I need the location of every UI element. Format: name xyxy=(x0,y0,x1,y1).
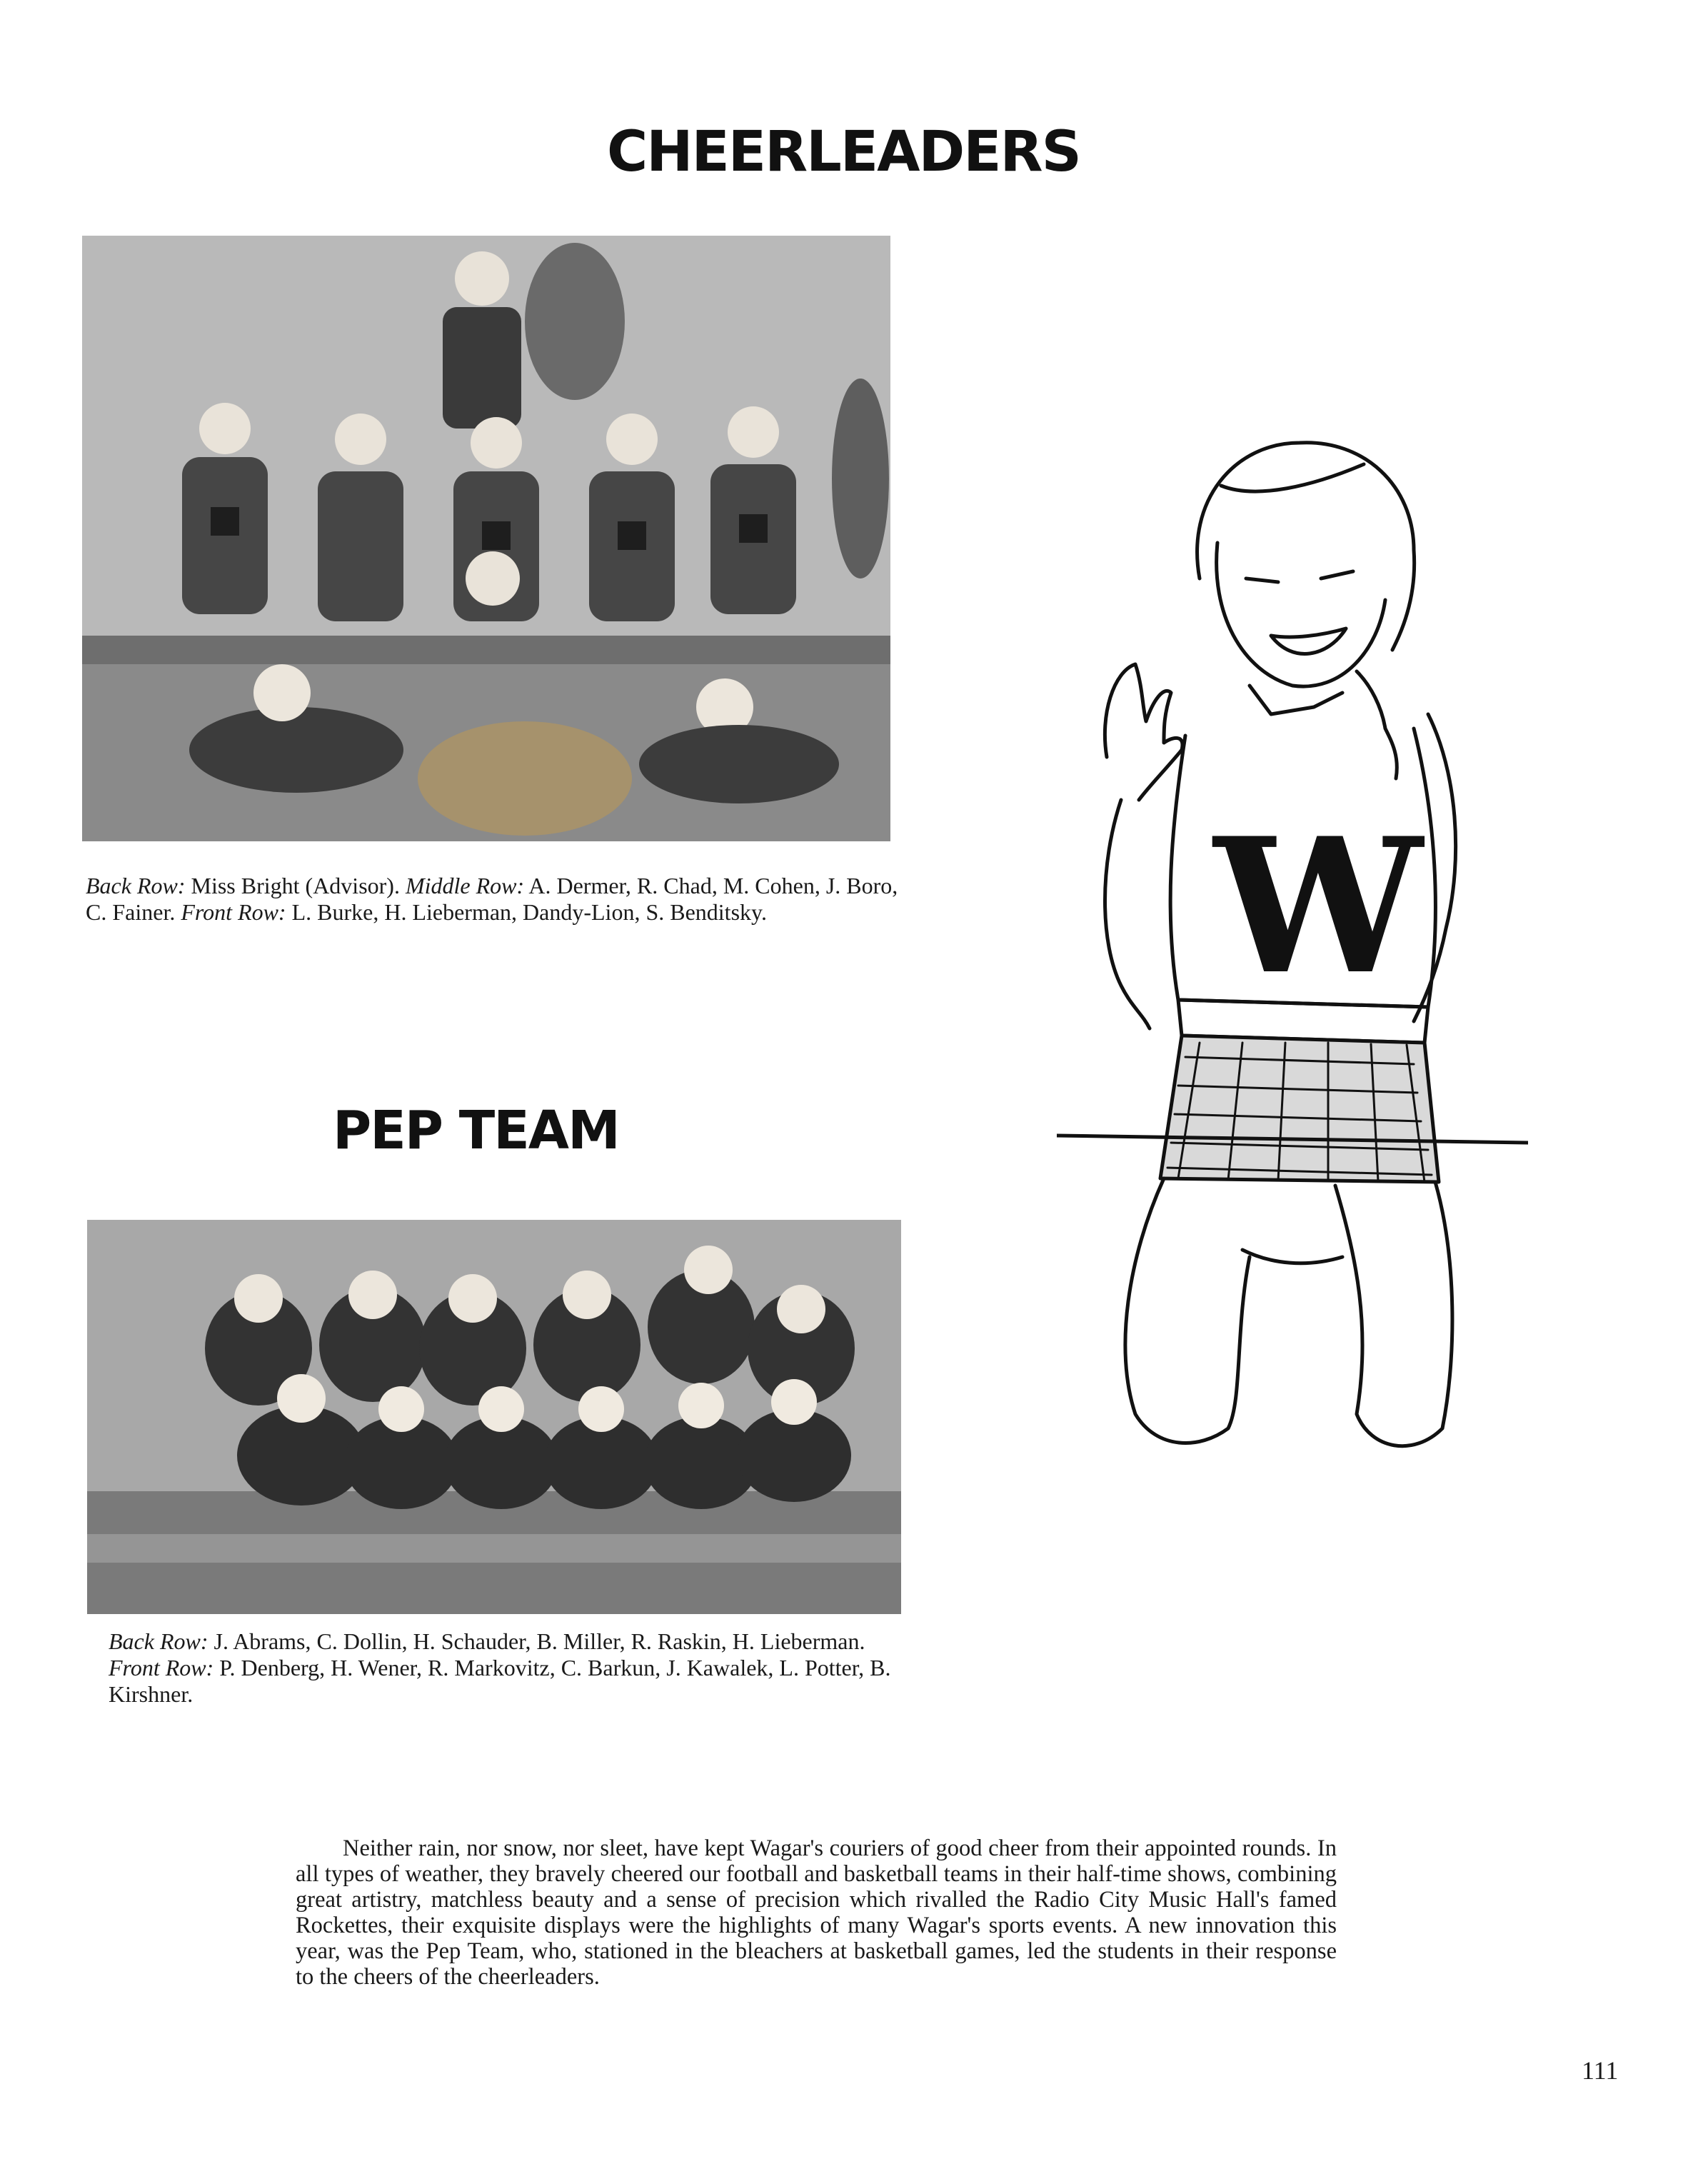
cheerleaders-heading: CHEERLEADERS xyxy=(607,120,1080,184)
pep-team-heading: PEP TEAM xyxy=(333,1100,619,1161)
pep-team-caption xyxy=(109,1628,908,1708)
back-row-names: Miss Bright (Advisor). xyxy=(191,873,400,898)
back-row-names: J. Abrams, C. Dollin, H. Schauder, B. Miller, R. Raskin, H. Lieberman. xyxy=(213,1628,865,1654)
front-row-names: L. Burke, H. Lieberman, Dandy-Lion, S. Benditsky. xyxy=(291,899,767,925)
middle-row-label: Middle Row: xyxy=(405,873,525,898)
front-row-names: P. Denberg, H. Wener, R. Markovitz, C. Barkun, J. Kawalek, L. Potter, B. Kirshner. xyxy=(109,1655,891,1707)
sweater-letter: W xyxy=(1214,798,1422,1016)
pep-team-photo xyxy=(87,1220,901,1614)
cheerleaders-photo xyxy=(82,236,890,841)
front-row-label: Front Row: xyxy=(181,899,286,925)
article-paragraph: Neither rain, nor snow, nor sleet, have kept Wagar's couriers of good cheer from their appointed rounds. In all types of weather, they bravely cheered our football and basketball teams in their half-time shows, combining great artistry, matchless beauty and a sense of precision which rivalled the Radio City Music Hall's famed Rockettes, their exquisite displays were the highlights of many Wagar's sports events. A new innovation this year, was the Pep Team, who, stationed in the bleachers at basketball games, led the students in their response to the cheers of the cheerleaders. xyxy=(296,1835,1337,1990)
back-row-label: Back Row: xyxy=(86,873,186,898)
front-row-label: Front Row: xyxy=(109,1655,214,1680)
page-number: 111 xyxy=(1582,2056,1619,2085)
middle-row-names: A. Dermer, R. Chad, M. Cohen, J. Boro, C. Fainer. xyxy=(86,873,898,925)
cheerleader-drawing xyxy=(1057,400,1528,1486)
back-row-label: Back Row: xyxy=(109,1628,209,1654)
cheerleaders-caption xyxy=(86,873,914,926)
